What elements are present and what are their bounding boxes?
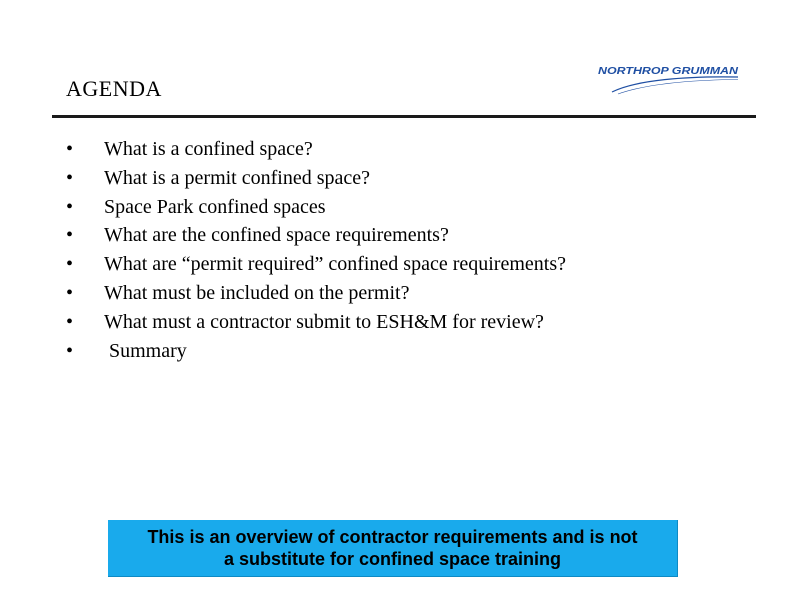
agenda-item-text: What are the confined space requirements? xyxy=(104,224,449,247)
bullet-icon: • xyxy=(66,224,74,247)
disclaimer-line-2: a substitute for confined space training xyxy=(223,549,562,569)
agenda-item-text: What must a contractor submit to ESH&M for review? xyxy=(104,310,544,333)
agenda-item-text: Space Park confined spaces xyxy=(104,195,326,218)
northrop-grumman-logo xyxy=(596,62,742,96)
agenda-item-text: What must be included on the permit? xyxy=(104,281,410,304)
disclaimer-line-1: This is an overview of contractor requirements and is not xyxy=(147,527,638,547)
bullet-icon: • xyxy=(66,253,74,276)
page-title: AGENDA xyxy=(66,76,162,101)
agenda-item-text: What is a permit confined space? xyxy=(104,166,370,189)
bullet-icon: • xyxy=(66,310,74,333)
bullet-icon: • xyxy=(66,339,74,362)
agenda-item-text: What are “permit required” confined space requirements? xyxy=(104,253,566,276)
agenda-item-text: Summary xyxy=(109,339,187,362)
agenda-item-text: What is a confined space? xyxy=(104,138,313,160)
header-divider xyxy=(52,115,756,118)
bullet-icon: • xyxy=(66,281,74,304)
svg-text:NORTHROP GRUMMAN: NORTHROP GRUMMAN xyxy=(598,65,739,77)
bullet-icon: • xyxy=(66,166,74,189)
disclaimer-box xyxy=(108,520,678,577)
bullet-icon: • xyxy=(66,138,74,160)
bullet-icon: • xyxy=(66,195,74,218)
